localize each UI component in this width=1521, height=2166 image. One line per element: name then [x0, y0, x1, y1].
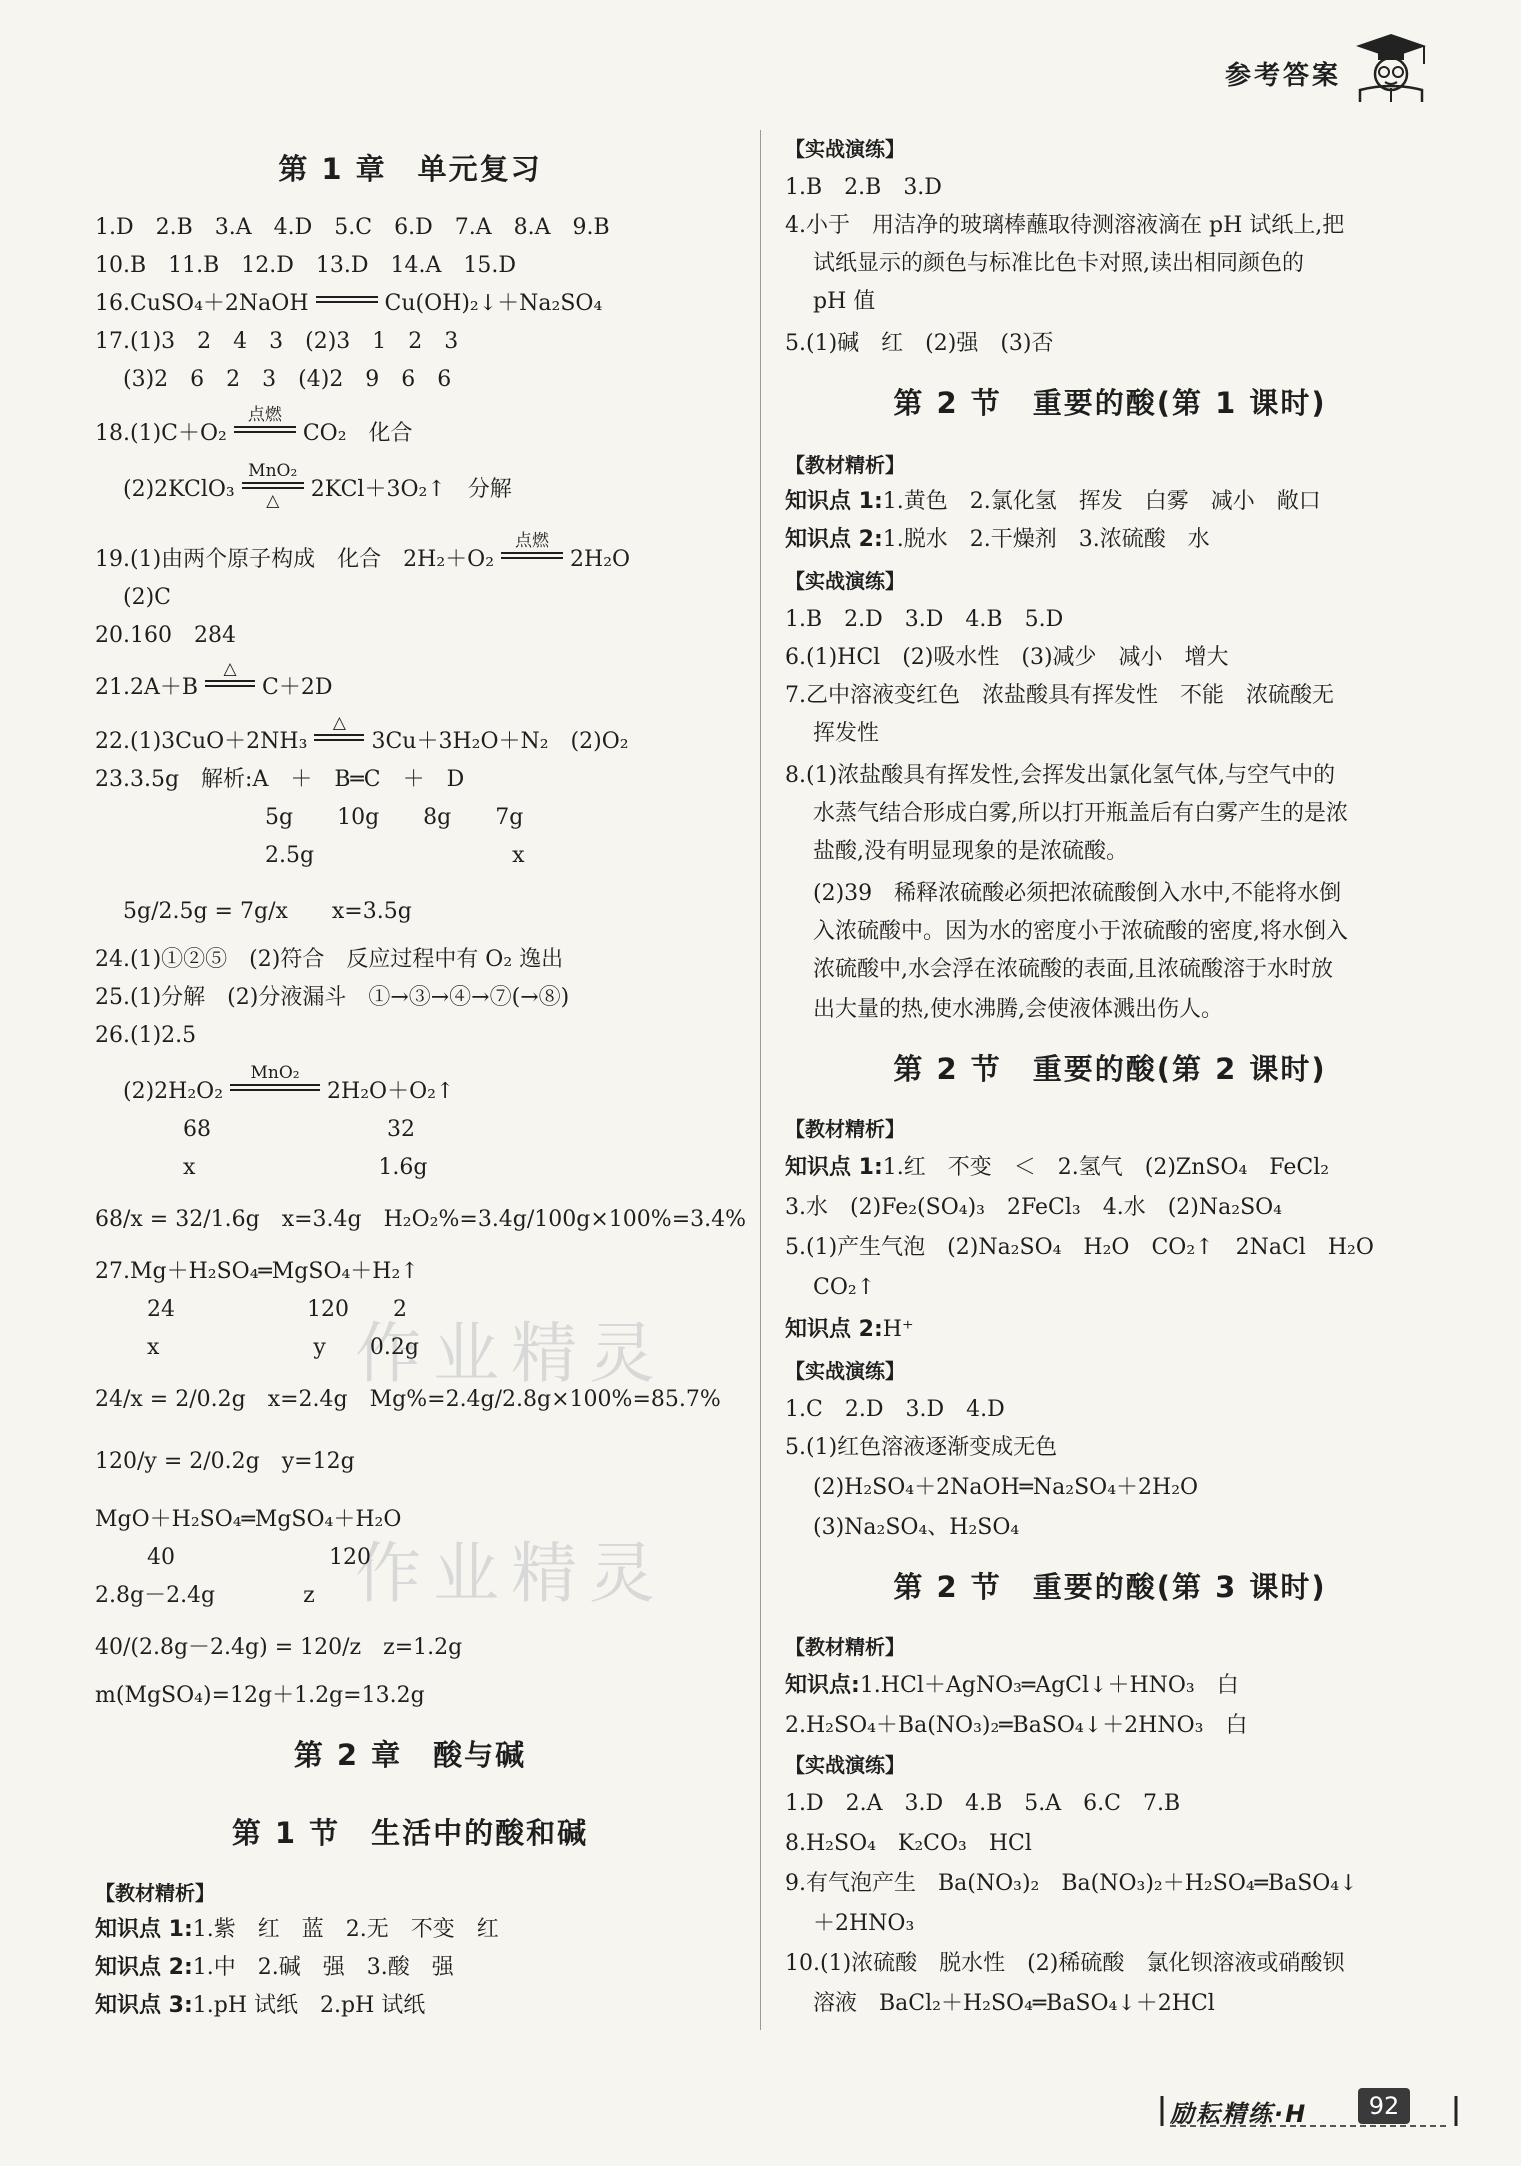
reaction-condition: △ [223, 659, 237, 679]
reaction-condition: MnO₂ [250, 1063, 300, 1083]
equals-arrow [316, 296, 378, 306]
chapter-1-title: 第 1 章 单元复习 [278, 152, 542, 186]
answer-line: (2)C [123, 585, 171, 610]
answer-line: CO₂↑ [813, 1275, 876, 1300]
answer-line: 27.Mg＋H₂SO₄═MgSO₄＋H₂↑ [95, 1259, 419, 1284]
answer-line [95, 1916, 499, 1944]
section-title: 第 2 节 重要的酸(第 1 课时) [893, 386, 1327, 420]
answer-line: x y 0.2g [147, 1335, 419, 1360]
equation-left: (2)2KClO₃ [123, 477, 235, 502]
answer-line: 26.(1)2.5 [95, 1023, 197, 1048]
answer-line: 5g 10g 8g 7g [265, 805, 524, 830]
answer-line: 1.D 2.B 3.A 4.D 5.C 6.D 7.A 8.A 9.B [95, 215, 610, 240]
answer-line [95, 290, 602, 318]
answer-line: ＋2HNO₃ [813, 1911, 915, 1936]
answer-line: 20.160 284 [95, 623, 236, 648]
answer-line [123, 461, 512, 511]
answer-line [785, 1672, 1239, 1700]
watermark: 作业精灵 [355, 1315, 667, 1392]
reaction-condition: 点燃 [247, 405, 282, 425]
answer-line [95, 713, 629, 756]
chapter-2-title: 第 2 章 酸与碱 [293, 1738, 527, 1772]
answer-line: 溶液 BaCl₂＋H₂SO₄═BaSO₄↓＋2HCl [813, 1991, 1215, 2016]
answer-line: 3.水 (2)Fe₂(SO₄)₃ 2FeCl₃ 4.水 (2)Na₂SO₄ [785, 1195, 1282, 1220]
student-graduation-cap-icon [1350, 32, 1432, 104]
answer-text: 1.红 不变 ＜ 2.氢气 (2)ZnSO₄ FeCl₂ [882, 1155, 1330, 1180]
equation-left: (2)2H₂O₂ [123, 1079, 224, 1104]
answer-line: 17.(1)3 2 4 3 (2)3 1 2 3 [95, 329, 459, 354]
equation-left: 16.CuSO₄＋2NaOH [95, 291, 309, 316]
answer-line [95, 405, 413, 448]
answer-line [95, 1992, 425, 2020]
answer-line: (3)Na₂SO₄、H₂SO₄ [813, 1515, 1020, 1540]
answer-line: MgO＋H₂SO₄═MgSO₄＋H₂O [95, 1507, 402, 1532]
answer-line: 挥发性 [813, 721, 880, 746]
answer-line [123, 1063, 455, 1106]
equation-left: 19.(1)由两个原子构成 化合 2H₂＋O₂ [95, 547, 495, 572]
answer-line: (2)39 稀释浓硫酸必须把浓硫酸倒入水中,不能将水倒 [813, 881, 1342, 906]
answer-line: 6.(1)HCl (2)吸水性 (3)减少 减小 增大 [785, 645, 1229, 670]
reaction-arrow [205, 659, 255, 690]
reaction-arrow [230, 1063, 320, 1094]
equation-right: 2H₂O [570, 547, 631, 572]
answer-line: 5.(1)碱 红 (2)强 (3)否 [785, 331, 1054, 356]
answer-line [95, 531, 631, 574]
knowledge-point-label: 知识点 2: [785, 527, 883, 552]
answer-line: 1.B 2.D 3.D 4.B 5.D [785, 607, 1064, 632]
answer-line: 9.有气泡产生 Ba(NO₃)₂ Ba(NO₃)₂＋H₂SO₄═BaSO₄↓ [785, 1871, 1358, 1896]
answer-line: 水蒸气结合形成白雾,所以打开瓶盖后有白雾产生的是浓 [813, 801, 1348, 826]
answer-line: m(MgSO₄)=12g＋1.2g=13.2g [95, 1683, 425, 1708]
answer-line: 24.(1)①②⑤ (2)符合 反应过程中有 O₂ 逸出 [95, 947, 564, 972]
answer-line: 入浓硫酸中。因为水的密度小于浓硫酸的密度,将水倒入 [813, 919, 1348, 944]
reaction-arrow [242, 461, 304, 511]
answer-line: 盐酸,没有明显现象的是浓硫酸。 [813, 839, 1128, 864]
answer-line [785, 526, 1210, 554]
answer-line [785, 1154, 1329, 1182]
section-label: 【实战演练】 [785, 137, 905, 161]
header-label: 参考答案 [1225, 61, 1342, 91]
answer-line: 5g/2.5g = 7g/x x=3.5g [123, 899, 412, 924]
reaction-arrow [314, 713, 364, 744]
reaction-arrow [234, 405, 296, 436]
answer-text: H⁺ [882, 1317, 914, 1342]
section-label: 【教材精析】 [785, 1117, 905, 1141]
answer-line: 2.8g－2.4g z [95, 1583, 315, 1608]
answer-line: 10.(1)浓硫酸 脱水性 (2)稀硫酸 氯化钡溶液或硝酸钡 [785, 1951, 1345, 1976]
section-label: 【实战演练】 [785, 1359, 905, 1383]
section-label: 【实战演练】 [785, 569, 905, 593]
section-title: 第 1 节 生活中的酸和碱 [231, 1816, 589, 1850]
answer-line: 68/x = 32/1.6g x=3.4g H₂O₂%=3.4g/100g×100%=3.4% [95, 1207, 747, 1232]
answer-line: 1.C 2.D 3.D 4.D [785, 1397, 1005, 1422]
answer-line: 68 32 [183, 1117, 415, 1142]
answer-line: 40 120 [147, 1545, 371, 1570]
section-label: 【教材精析】 [95, 1881, 215, 1905]
answer-line: 5.(1)红色溶液逐渐变成无色 [785, 1435, 1058, 1460]
answer-text: 1.HCl＋AgNO₃═AgCl↓＋HNO₃ 白 [859, 1673, 1239, 1698]
answer-line [785, 1316, 914, 1344]
section-title: 第 2 节 重要的酸(第 2 课时) [893, 1052, 1327, 1086]
answer-line: 8.H₂SO₄ K₂CO₃ HCl [785, 1831, 1032, 1856]
answer-line: 1.D 2.A 3.D 4.B 5.A 6.C 7.B [785, 1791, 1181, 1816]
equation-left: 22.(1)3CuO＋2NH₃ [95, 729, 308, 754]
footer-brand: 励耘精练·H [1170, 2100, 1308, 2128]
answer-line: 8.(1)浓盐酸具有挥发性,会挥发出氯化氢气体,与空气中的 [785, 763, 1336, 788]
answer-line: 7.乙中溶液变红色 浓盐酸具有挥发性 不能 浓硫酸无 [785, 683, 1334, 708]
answer-line: 25.(1)分解 (2)分液漏斗 ①→③→④→⑦(→⑧) [95, 985, 570, 1010]
reaction-arrow [501, 531, 563, 562]
column-divider [760, 130, 761, 2030]
knowledge-point-label: 知识点 1: [785, 1155, 883, 1180]
reaction-condition: MnO₂ [248, 461, 298, 481]
equation-right: 2KCl＋3O₂↑ 分解 [310, 477, 512, 502]
answer-line [785, 488, 1321, 516]
answer-line: 出大量的热,使水沸腾,会使液体溅出伤人。 [813, 997, 1223, 1022]
answer-line: x 1.6g [183, 1155, 428, 1180]
answer-line: (3)2 6 2 3 (4)2 9 6 6 [123, 367, 452, 392]
equation-right: CO₂ 化合 [302, 421, 413, 446]
equation-right: Cu(OH)₂↓＋Na₂SO₄ [384, 291, 603, 316]
equation-right: C＋2D [262, 675, 333, 700]
answer-line: 2.5g x [265, 843, 525, 868]
equation-left: 21.2A＋B [95, 675, 199, 700]
answer-line: 4.小于 用洁净的玻璃棒蘸取待测溶液滴在 pH 试纸上,把 [785, 213, 1345, 238]
reaction-condition: △ [332, 713, 346, 733]
equation-left: 18.(1)C＋O₂ [95, 421, 227, 446]
answer-text: 1.黄色 2.氯化氢 挥发 白雾 减小 敞口 [882, 489, 1321, 514]
answer-line: 23.3.5g 解析:A ＋ B═C ＋ D [95, 767, 465, 792]
reaction-condition: 点燃 [515, 531, 550, 551]
answer-line [95, 659, 333, 702]
answer-line: 24/x = 2/0.2g x=2.4g Mg%=2.4g/2.8g×100%=85.7% [95, 1387, 721, 1412]
knowledge-point-label: 知识点 1: [95, 1917, 193, 1942]
answer-text: 1.脱水 2.干燥剂 3.浓硫酸 水 [882, 527, 1210, 552]
knowledge-point-label: 知识点 3: [95, 1993, 193, 2018]
answer-line: (2)H₂SO₄＋2NaOH═Na₂SO₄＋2H₂O [813, 1475, 1199, 1500]
section-label: 【教材精析】 [785, 1635, 905, 1659]
section-label: 【教材精析】 [785, 453, 905, 477]
page-number: 92 [1358, 2088, 1410, 2124]
section-label: 【实战演练】 [785, 1753, 905, 1777]
knowledge-point-label: 知识点 2: [95, 1955, 193, 1980]
knowledge-point-label: 知识点 1: [785, 489, 883, 514]
knowledge-point-label: 知识点: [785, 1673, 860, 1698]
knowledge-point-label: 知识点 2: [785, 1317, 883, 1342]
answer-text: 1.中 2.碱 强 3.酸 强 [192, 1955, 454, 1980]
answer-line [95, 1954, 454, 1982]
section-title: 第 2 节 重要的酸(第 3 课时) [893, 1570, 1327, 1604]
watermark: 作业精灵 [355, 1535, 667, 1612]
answer-line: 浓硫酸中,水会浮在浓硫酸的表面,且浓硫酸溶于水时放 [813, 957, 1333, 982]
answer-line: 10.B 11.B 12.D 13.D 14.A 15.D [95, 253, 517, 278]
answer-line: 24 120 2 [147, 1297, 407, 1322]
answer-text: 1.紫 红 蓝 2.无 不变 红 [192, 1917, 499, 1942]
answer-line: pH 值 [813, 289, 876, 314]
equation-right: 2H₂O＋O₂↑ [327, 1079, 455, 1104]
answer-line: 试纸显示的颜色与标准比色卡对照,读出相同颜色的 [813, 251, 1304, 276]
answer-line: 5.(1)产生气泡 (2)Na₂SO₄ H₂O CO₂↑ 2NaCl H₂O [785, 1235, 1374, 1260]
answer-line: 1.B 2.B 3.D [785, 175, 942, 200]
answer-line: 120/y = 2/0.2g y=12g [95, 1449, 355, 1474]
equation-right: 3Cu＋3H₂O＋N₂ (2)O₂ [371, 729, 629, 754]
answer-text: 1.pH 试纸 2.pH 试纸 [192, 1993, 426, 2018]
answer-line: 40/(2.8g－2.4g) = 120/z z=1.2g [95, 1635, 463, 1660]
reaction-condition: △ [266, 491, 280, 511]
answer-line: 2.H₂SO₄＋Ba(NO₃)₂═BaSO₄↓＋2HNO₃ 白 [785, 1713, 1248, 1738]
